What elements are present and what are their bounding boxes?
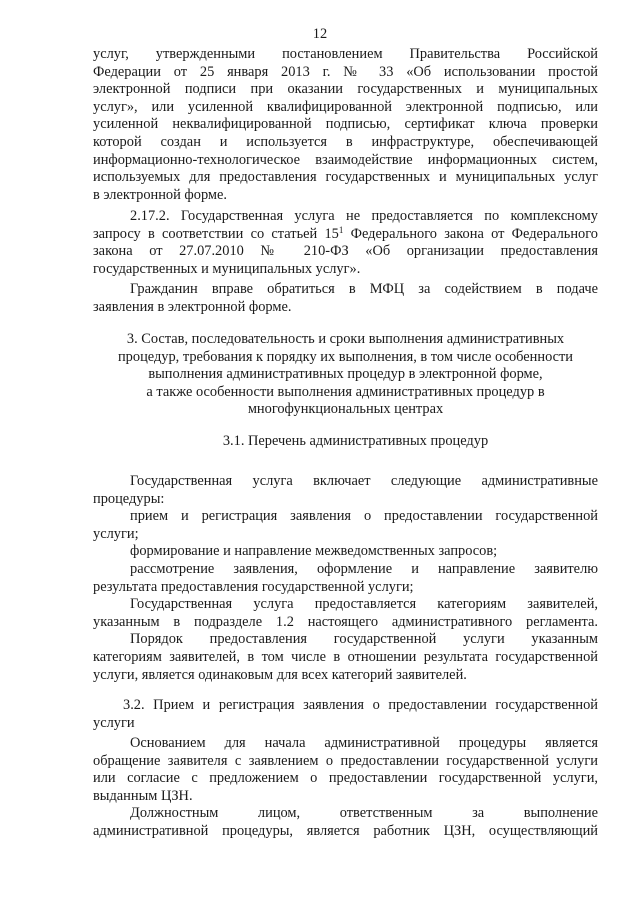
heading-line: многофункциональных центрах (247, 401, 444, 418)
text-line: которой создан и используется в инфраструктуре, обеспечивающей (93, 133, 598, 150)
section-3-heading (93, 331, 598, 419)
text-line: Государственная услуга предоставляется категориям заявителей, (130, 596, 598, 613)
page-number: 12 (312, 26, 328, 42)
text-line: усиленной неквалифицированной подписью, сертификат ключа проверки (93, 116, 598, 133)
text-line: услуг», или усиленной квалифицированной электронной подписью, или (93, 98, 598, 115)
text-line: используемых для предоставления государственных и муниципальных услуг (93, 169, 598, 186)
text-line: заявления в электронной форме. (93, 298, 292, 315)
heading-line: выполнения административных процедур в электронной форме, (148, 366, 543, 383)
text-line: запросу в соответствии со статьей $15^1$ Федерального закона от Федерального (93, 224, 598, 242)
paragraph-2-17-2 (93, 208, 598, 278)
section-3-1-body (93, 473, 598, 684)
text-line: или согласие с предложением о предоставлении государственной услуги, (93, 770, 598, 787)
list-item: формирование и направление межведомственных запросов; (130, 543, 498, 560)
text-line: Государственная услуга включает следующие административные (130, 473, 598, 489)
text-line: Гражданин вправе обратиться в МФЦ за содействием в подаче (130, 281, 598, 297)
text-line: электронной подписи при оказании государственных и муниципальных (93, 81, 598, 98)
list-item: прием и регистрация заявления о предоставлении государственной (130, 508, 598, 525)
text-line: в электронной форме. (93, 186, 228, 203)
text-line: 2.17.2. Государственная услуга не предоставляется по комплексному (130, 208, 598, 224)
section-3-1-heading (93, 433, 598, 451)
text-line: процедуры: (93, 490, 165, 507)
text-line: государственных и муниципальных услуг». (93, 260, 361, 277)
heading-line: процедур, требования к порядку их выполнения, в том числе особенности (117, 348, 574, 365)
heading-line: 3.1. Перечень административных процедур (222, 433, 489, 449)
text-line: закона от 27.07.2010 № 210-ФЗ «Об организации предоставления (93, 243, 598, 260)
text-line: Порядок предоставления государственной услуги указанным (130, 631, 598, 648)
text-line: результата предоставления государственной услуги; (93, 578, 414, 595)
text-line: указанным в подразделе 1.2 настоящего административного регламента. (93, 613, 598, 630)
heading-line: а также особенности выполнения административных процедур в (146, 383, 545, 400)
heading-line: услуги (93, 714, 135, 731)
text-line: административной процедуры, является работник ЦЗН, осуществляющий (93, 822, 598, 839)
text-line: выданным ЦЗН. (93, 787, 193, 804)
heading-line: 3. Состав, последовательность и сроки выполнения административных (126, 331, 565, 347)
text-line: категориям заявителей, в том числе в отношении результата государственной (93, 648, 598, 665)
text-line: информационно-технологическое взаимодействие информационных систем, (93, 151, 598, 168)
text-line: услуги, является одинаковым для всех категорий заявителей. (93, 666, 467, 683)
heading-line: 3.2. Прием и регистрация заявления о предоставлении государственной (123, 697, 598, 713)
text-line: услуги; (93, 525, 139, 542)
section-3-2-body (93, 735, 598, 841)
text-line: Федерации от 25 января 2013 г. № 33 «Об использовании простой (93, 63, 598, 80)
text-line: услуг, утвержденными постановлением Правительства Российской (93, 46, 598, 62)
text-line: обращение заявителя с заявлением о предоставлении государственной услуги (93, 752, 598, 769)
paragraph-mfc (93, 281, 598, 316)
section-3-2-heading (93, 697, 598, 732)
list-item: рассмотрение заявления, оформление и направление заявителю (130, 560, 598, 577)
text-line: Должностным лицом, ответственным за выполнение (130, 805, 598, 822)
superscript: 1 (338, 224, 344, 235)
paragraph-electronic-signature (93, 46, 598, 204)
text-line: Основанием для начала административной процедуры является (130, 735, 598, 751)
